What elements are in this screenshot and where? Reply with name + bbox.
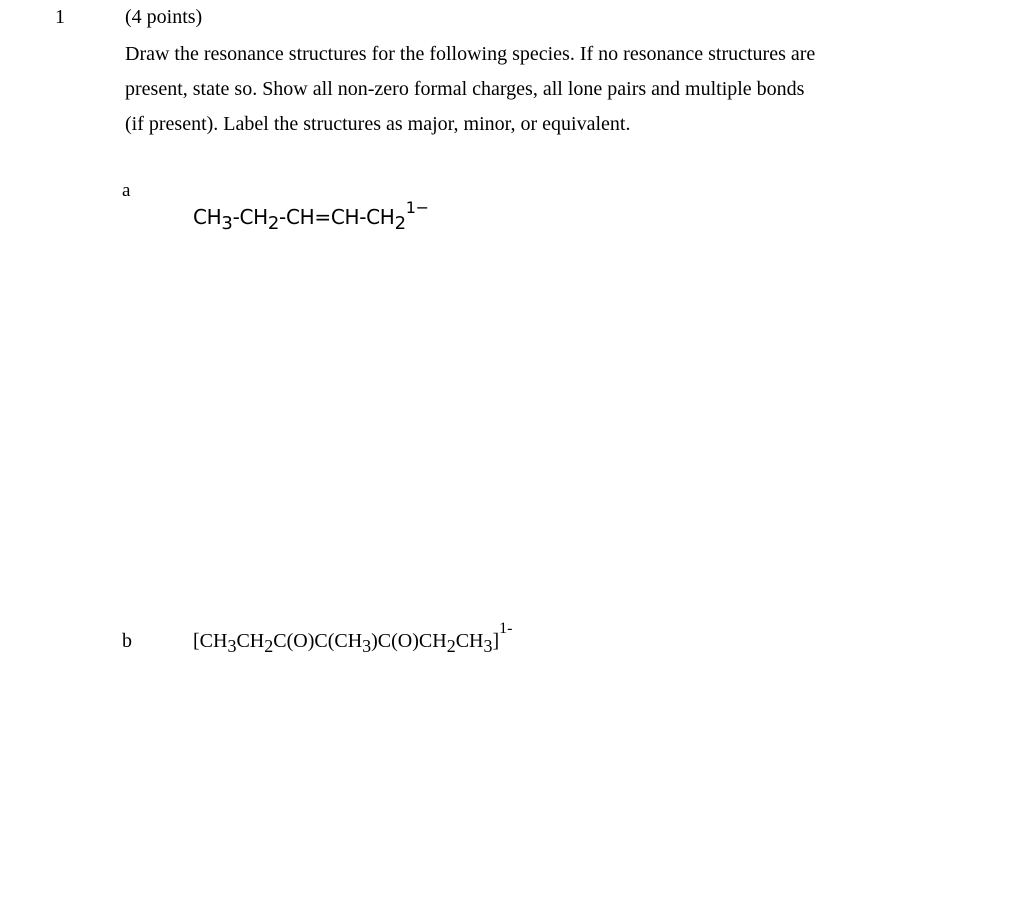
formula-charge: 1− (405, 198, 429, 217)
part-a-formula (193, 198, 429, 234)
formula-charge: 1- (499, 620, 513, 637)
formula-subscript: 3 (483, 636, 493, 656)
formula-subscript: 2 (446, 636, 456, 656)
formula-subscript: 2 (267, 213, 280, 234)
part-a-label: a (122, 180, 131, 201)
formula-subscript: 3 (227, 636, 237, 656)
formula-segment: CH (455, 630, 484, 652)
instruction-line: (if present). Label the structures as major, minor, or equivalent. (125, 113, 631, 135)
formula-segment: [CH (193, 630, 228, 652)
formula-subscript: 3 (362, 636, 372, 656)
formula-segment: CH (236, 630, 265, 652)
formula-segment: CH (193, 205, 222, 229)
formula-segment: ] (492, 630, 500, 652)
part-b-label: b (122, 630, 132, 652)
question-points: (4 points) (125, 6, 203, 28)
formula-segment: -CH (232, 205, 268, 229)
formula-segment: )C(O)CH (371, 630, 447, 652)
instruction-line: Draw the resonance structures for the following species. If no resonance structures are (125, 43, 816, 65)
formula-subscript: 2 (264, 636, 274, 656)
question-number: 1 (55, 6, 65, 28)
instruction-line: present, state so. Show all non-zero formal charges, all lone pairs and multiple bonds (125, 78, 805, 100)
formula-segment: -CH=CH-CH (279, 205, 395, 229)
formula-subscript: 2 (394, 213, 406, 234)
part-b-formula (193, 620, 513, 656)
formula-subscript: 3 (221, 213, 233, 234)
formula-segment: C(O)C(CH (273, 630, 363, 652)
question-instructions (125, 37, 945, 142)
